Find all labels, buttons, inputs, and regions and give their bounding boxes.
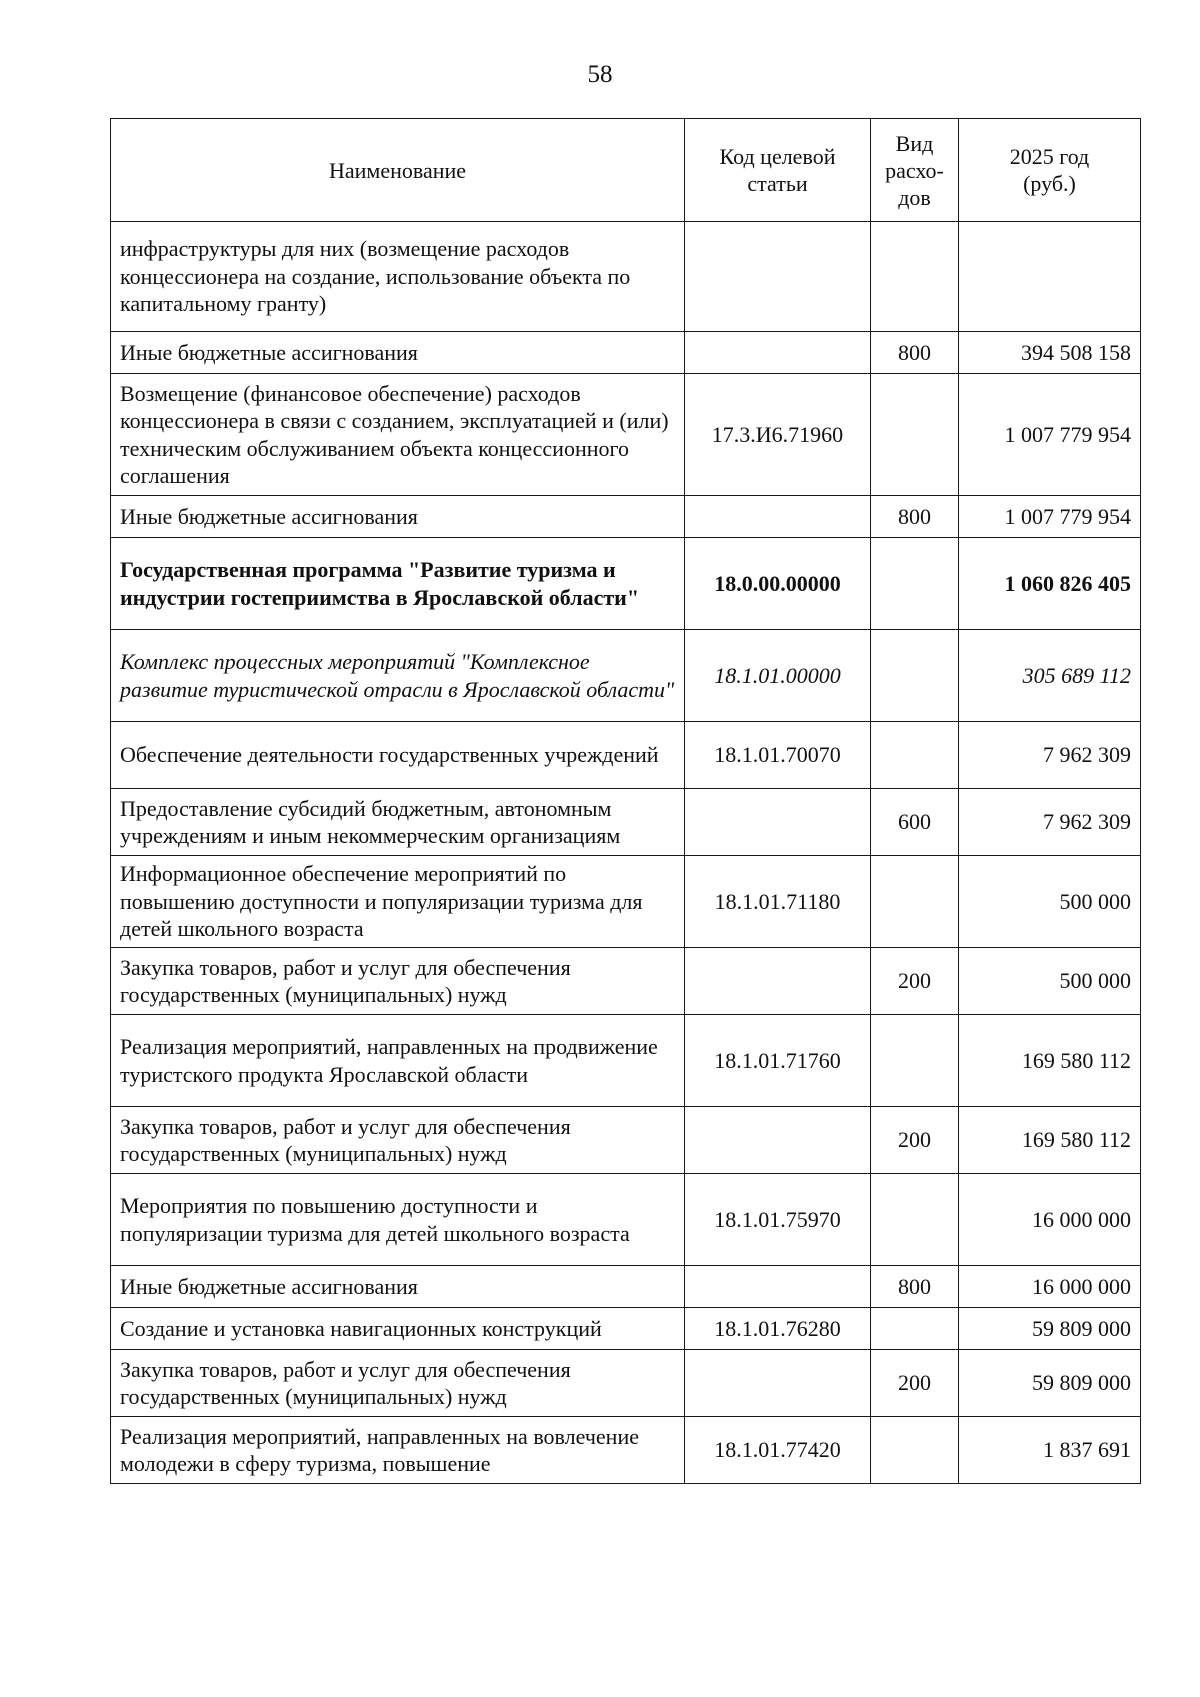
cell-kind bbox=[871, 630, 959, 722]
cell-sum bbox=[959, 222, 1141, 332]
cell-sum: 169 580 112 bbox=[959, 1015, 1141, 1107]
cell-kind bbox=[871, 1417, 959, 1484]
table-row bbox=[111, 1015, 1141, 1107]
cell-name: Иные бюджетные ассигнования bbox=[111, 1266, 685, 1308]
cell-code bbox=[685, 222, 871, 332]
cell-sum: 1 060 826 405 bbox=[959, 538, 1141, 630]
table-row bbox=[111, 222, 1141, 332]
table-row bbox=[111, 948, 1141, 1015]
cell-kind: 800 bbox=[871, 332, 959, 374]
cell-sum: 500 000 bbox=[959, 856, 1141, 948]
cell-code: 18.1.01.00000 bbox=[685, 630, 871, 722]
cell-code bbox=[685, 789, 871, 856]
header-sum: 2025 год (руб.) bbox=[959, 119, 1141, 222]
cell-kind bbox=[871, 222, 959, 332]
cell-code: 18.1.01.76280 bbox=[685, 1308, 871, 1350]
table-header-row bbox=[111, 119, 1141, 222]
table-row bbox=[111, 374, 1141, 496]
cell-kind bbox=[871, 374, 959, 496]
cell-code: 18.1.01.75970 bbox=[685, 1174, 871, 1266]
cell-code bbox=[685, 948, 871, 1015]
cell-name: Реализация мероприятий, направленных на вовлечение молодежи в сферу туризма, повышение bbox=[111, 1417, 685, 1484]
cell-name: Закупка товаров, работ и услуг для обеспечения государственных (муниципальных) нужд bbox=[111, 1350, 685, 1417]
cell-code: 18.1.01.71180 bbox=[685, 856, 871, 948]
cell-kind: 600 bbox=[871, 789, 959, 856]
cell-kind: 200 bbox=[871, 1350, 959, 1417]
cell-name: Информационное обеспечение мероприятий по повышению доступности и популяризации туризма для детей школьного возраста bbox=[111, 856, 685, 948]
table-body bbox=[111, 222, 1141, 1484]
cell-sum: 7 962 309 bbox=[959, 722, 1141, 789]
cell-name: Закупка товаров, работ и услуг для обеспечения государственных (муниципальных) нужд bbox=[111, 948, 685, 1015]
cell-kind bbox=[871, 722, 959, 789]
table-row bbox=[111, 789, 1141, 856]
cell-sum: 1 007 779 954 bbox=[959, 496, 1141, 538]
cell-name: Комплекс процессных мероприятий "Комплексное развитие туристической отрасли в Ярославской области" bbox=[111, 630, 685, 722]
cell-sum: 16 000 000 bbox=[959, 1174, 1141, 1266]
table-row bbox=[111, 1417, 1141, 1484]
table-row bbox=[111, 1308, 1141, 1350]
cell-name: инфраструктуры для них (возмещение расходов концессионера на создание, использование объекта по капитальному гранту) bbox=[111, 222, 685, 332]
cell-sum: 1 007 779 954 bbox=[959, 374, 1141, 496]
page-number: 58 bbox=[587, 61, 613, 88]
cell-code bbox=[685, 332, 871, 374]
cell-sum: 16 000 000 bbox=[959, 1266, 1141, 1308]
cell-kind: 800 bbox=[871, 496, 959, 538]
cell-sum: 305 689 112 bbox=[959, 630, 1141, 722]
table-row bbox=[111, 496, 1141, 538]
cell-kind: 800 bbox=[871, 1266, 959, 1308]
cell-sum: 1 837 691 bbox=[959, 1417, 1141, 1484]
cell-code: 17.3.И6.71960 bbox=[685, 374, 871, 496]
table-row bbox=[111, 1174, 1141, 1266]
table-row bbox=[111, 856, 1141, 948]
header-kind: Вид расхо- дов bbox=[871, 119, 959, 222]
cell-sum: 7 962 309 bbox=[959, 789, 1141, 856]
table-row bbox=[111, 722, 1141, 789]
cell-name: Иные бюджетные ассигнования bbox=[111, 332, 685, 374]
cell-kind bbox=[871, 856, 959, 948]
budget-table bbox=[110, 118, 1141, 1484]
cell-name: Предоставление субсидий бюджетным, автономным учреждениям и иным некоммерческим организациям bbox=[111, 789, 685, 856]
cell-code: 18.1.01.71760 bbox=[685, 1015, 871, 1107]
cell-code: 18.0.00.00000 bbox=[685, 538, 871, 630]
cell-code: 18.1.01.77420 bbox=[685, 1417, 871, 1484]
cell-sum: 59 809 000 bbox=[959, 1308, 1141, 1350]
cell-sum: 59 809 000 bbox=[959, 1350, 1141, 1417]
cell-code bbox=[685, 1266, 871, 1308]
cell-name: Закупка товаров, работ и услуг для обеспечения государственных (муниципальных) нужд bbox=[111, 1107, 685, 1174]
cell-name: Иные бюджетные ассигнования bbox=[111, 496, 685, 538]
cell-code: 18.1.01.70070 bbox=[685, 722, 871, 789]
cell-sum: 169 580 112 bbox=[959, 1107, 1141, 1174]
cell-name: Государственная программа "Развитие туризма и индустрии гостеприимства в Ярославской области" bbox=[111, 538, 685, 630]
cell-code bbox=[685, 1107, 871, 1174]
cell-code bbox=[685, 496, 871, 538]
header-name: Наименование bbox=[111, 119, 685, 222]
cell-name: Возмещение (финансовое обеспечение) расходов концессионера в связи с созданием, эксплуатацией и (или) техническим обслуживанием объекта концессионного соглашения bbox=[111, 374, 685, 496]
cell-name: Мероприятия по повышению доступности и популяризации туризма для детей школьного возраста bbox=[111, 1174, 685, 1266]
cell-kind bbox=[871, 1174, 959, 1266]
cell-kind: 200 bbox=[871, 1107, 959, 1174]
cell-kind: 200 bbox=[871, 948, 959, 1015]
table-row bbox=[111, 1350, 1141, 1417]
table-row bbox=[111, 1266, 1141, 1308]
table-row bbox=[111, 332, 1141, 374]
table-row bbox=[111, 1107, 1141, 1174]
cell-sum: 500 000 bbox=[959, 948, 1141, 1015]
header-code: Код целевой статьи bbox=[685, 119, 871, 222]
cell-kind bbox=[871, 538, 959, 630]
cell-kind bbox=[871, 1308, 959, 1350]
table-row bbox=[111, 538, 1141, 630]
cell-name: Обеспечение деятельности государственных учреждений bbox=[111, 722, 685, 789]
cell-sum: 394 508 158 bbox=[959, 332, 1141, 374]
cell-name: Реализация мероприятий, направленных на продвижение туристского продукта Ярославской области bbox=[111, 1015, 685, 1107]
table-row bbox=[111, 630, 1141, 722]
cell-code bbox=[685, 1350, 871, 1417]
cell-kind bbox=[871, 1015, 959, 1107]
cell-name: Создание и установка навигационных конструкций bbox=[111, 1308, 685, 1350]
